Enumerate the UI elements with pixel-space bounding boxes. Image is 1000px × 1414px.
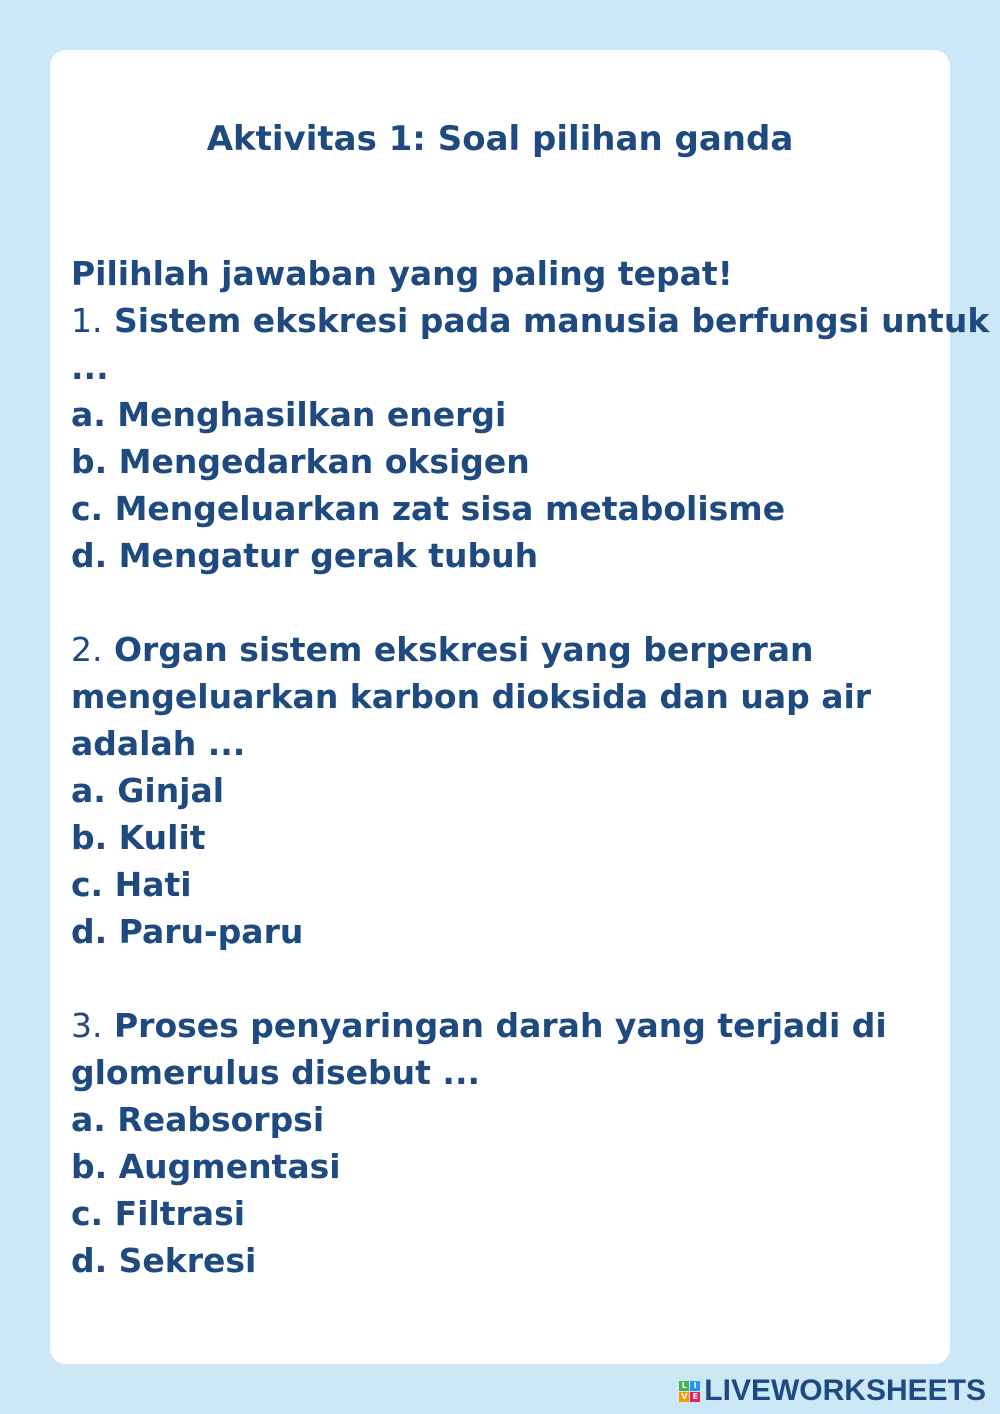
- instruction: Pilihlah jawaban yang paling tepat!: [71, 254, 733, 293]
- question-text: Proses penyaringan darah yang terjadi di: [114, 1006, 887, 1045]
- logo-letter: L: [679, 1381, 689, 1391]
- question-2: [71, 626, 931, 673]
- option-d[interactable]: d. Sekresi: [71, 1241, 257, 1280]
- option-a[interactable]: a. Menghasilkan energi: [71, 395, 507, 434]
- question-number: 2.: [71, 630, 103, 669]
- logo-letter: V: [681, 1391, 688, 1401]
- option-c[interactable]: c. Mengeluarkan zat sisa metabolisme: [71, 489, 786, 528]
- question-text-continued: glomerulus disebut ...: [71, 1053, 481, 1092]
- liveworksheets-logo-icon: [679, 1381, 700, 1402]
- option-c[interactable]: c. Hati: [71, 865, 192, 904]
- question-text: Sistem ekskresi pada manusia berfungsi untuk: [114, 301, 990, 340]
- option-a[interactable]: a. Reabsorpsi: [71, 1100, 325, 1139]
- option-b[interactable]: b. Augmentasi: [71, 1147, 341, 1186]
- liveworksheets-footer[interactable]: [679, 1374, 986, 1408]
- option-b[interactable]: b. Mengedarkan oksigen: [71, 442, 530, 481]
- worksheet-title: Aktivitas 1: Soal pilihan ganda: [206, 119, 794, 159]
- question-number: 1.: [71, 301, 103, 340]
- option-d[interactable]: d. Paru-paru: [71, 912, 304, 951]
- question-1: [71, 297, 990, 344]
- worksheet-content: [71, 250, 990, 1284]
- question-3: [71, 1002, 931, 1049]
- question-text-continued: mengeluarkan karbon dioksida dan uap air: [71, 677, 872, 716]
- question-number: 3.: [71, 1006, 103, 1045]
- question-text-continued: ...: [71, 348, 109, 387]
- option-b[interactable]: b. Kulit: [71, 818, 206, 857]
- option-c[interactable]: c. Filtrasi: [71, 1194, 246, 1233]
- logo-letter: E: [690, 1392, 700, 1402]
- question-text-continued: adalah ...: [71, 724, 246, 763]
- logo-letter: I: [690, 1381, 700, 1391]
- option-a[interactable]: a. Ginjal: [71, 771, 225, 810]
- brand-name: LIVEWORKSHEETS: [704, 1374, 986, 1407]
- option-d[interactable]: d. Mengatur gerak tubuh: [71, 536, 539, 575]
- question-text: Organ sistem ekskresi yang berperan: [114, 630, 814, 669]
